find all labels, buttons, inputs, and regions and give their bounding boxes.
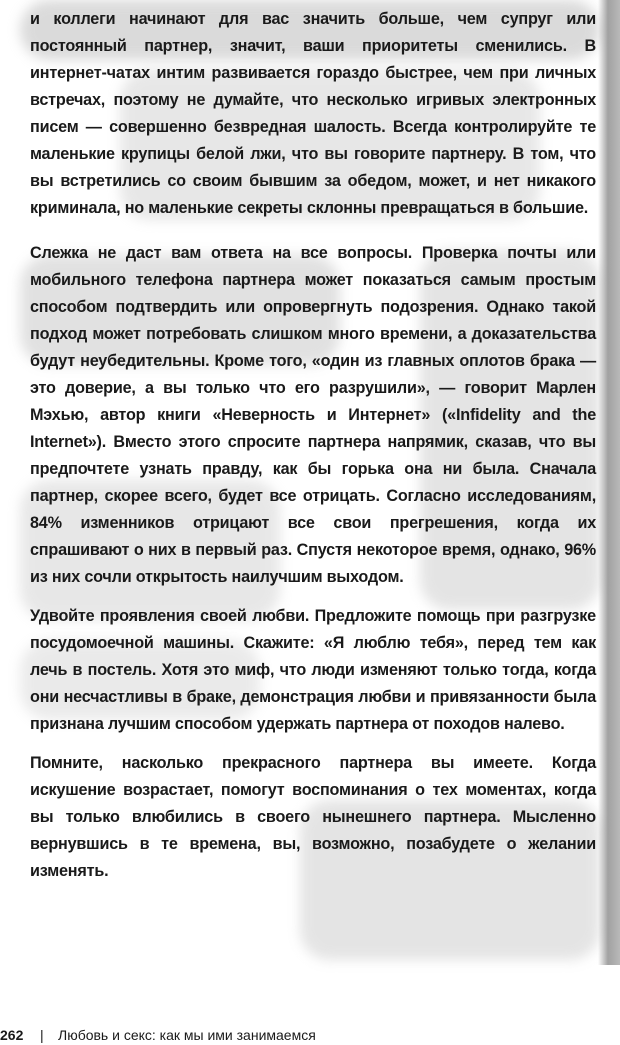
paragraph-surveillance bbox=[30, 240, 596, 591]
page-number: 262 bbox=[0, 1027, 24, 1043]
scan-right-edge bbox=[598, 0, 620, 965]
paragraph-remember-partner bbox=[30, 750, 596, 885]
paragraph-lead: Помните, насколько прекрасного партнера вы имеете. bbox=[30, 754, 533, 772]
page-footer bbox=[0, 1025, 620, 1045]
footer-separator: | bbox=[40, 1027, 44, 1043]
body-text bbox=[30, 6, 596, 897]
paragraph-lead: Слежка не даст вам ответа на все вопросы. bbox=[30, 244, 413, 262]
paragraph-text: Проверка почты или мобильного телефона партнера может показаться самым простым способом подтвердить или опровергнуть подозрения. Однако такой подход может потребовать слишком много времени, а доказательства будут неубедительны. Кроме того, «один из главных оплотов брака — это доверие, а вы только что его разрушили», — говорит Марлен Мэхью, автор книги «Неверность и Интернет» («Infidelity and the Internet»). Вместо этого спросите партнера напрямик, сказав, что вы предпочтете узнать правду, как бы горька она ни была. Сначала партнер, скорее всего, будет все отрицать. Согласно исследованиям, 84% изменников отрицают все свои прегрешения, когда их спрашивают о них в первый раз. Спустя некоторое время, однако, 96% из них сочли открытость наилучшим выходом. bbox=[30, 244, 596, 586]
paragraph-lead: Удвойте проявления своей любви. bbox=[30, 607, 310, 625]
paragraph-text: и коллеги начинают для вас значить больше, чем супруг или постоянный партнер, значит, ваши приоритеты сменились. В интернет-чатах интим развивается гораздо быстрее, чем при личных встречах, поэтому не думайте, что несколько игривых электронных писем — совершенно безвредная шалость. Всегда контролируйте те маленькие крупицы белой лжи, что вы говорите партнеру. В том, что вы встретились со своим бывшим за обедом, может, и нет никакого криминала, но маленькие секреты склонны превращаться в большие. bbox=[30, 10, 596, 217]
paragraph-continued bbox=[30, 6, 596, 222]
running-title: Любовь и секс: как мы ими занимаемся bbox=[58, 1027, 316, 1043]
paragraph-double-love bbox=[30, 603, 596, 738]
paragraph-text: Предложите помощь при разгрузке посудомоечной машины. Скажите: «Я люблю тебя», перед тем как лечь в постель. Хотя это миф, что люди изменяют только тогда, когда они несчастливы в браке, демонстрация любви и привязанности была признана лучшим способом удержать партнера от походов налево. bbox=[30, 607, 596, 733]
paragraph-text: Когда искушение возрастает, помогут воспоминания о тех моментах, когда вы только влюбились в своего нынешнего партнера. Мысленно вернувшись в те времена, вы, возможно, позабудете о желании изменять. bbox=[30, 754, 597, 880]
